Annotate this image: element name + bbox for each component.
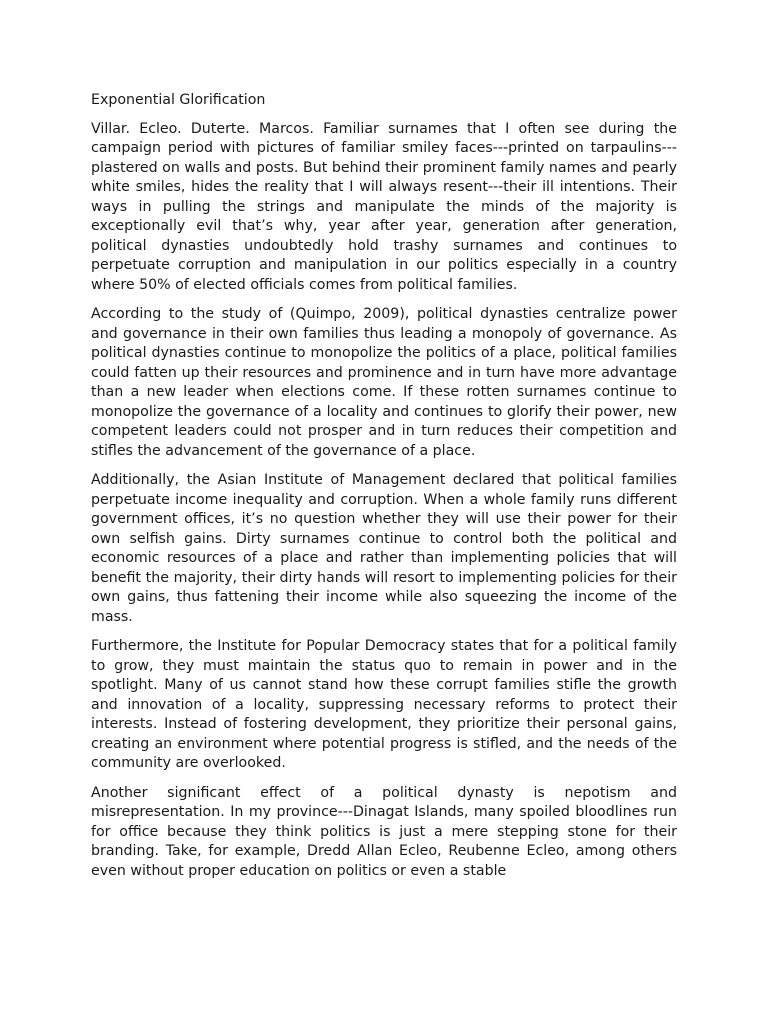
paragraph-2: According to the study of (Quimpo, 2009), political dynasties centralize power and governance in their own families thus leading a monopoly of governance. As political dynasties continue to monopolize the politics of a place, political families could fatten up their resources and prominence and in turn have more advantage than a new leader when elections come. If these rotten surnames continue to monopolize the governance of a locality and continues to glorify their power, new competent leaders could not prosper and in turn reduces their competition and stifles the advancement of the governance of a place. bbox=[91, 306, 677, 459]
paragraph-1: Villar. Ecleo. Duterte. Marcos. Familiar surnames that I often see during the campaign period with pictures of familiar smiley faces---printed on tarpaulins---plastered on walls and posts. But behind their prominent family names and pearly white smiles, hides the reality that I will always resent---their ill intentions. Their ways in pulling the strings and manipulate the minds of the majority is exceptionally evil that’s why, year after year, generation after generation, political dynasties undoubtedly hold trashy surnames and continues to perpetuate corruption and manipulation in our politics especially in a country where 50% of elected officials comes from political families. bbox=[91, 120, 677, 293]
document-body bbox=[91, 91, 677, 891]
document-title: Exponential Glorification bbox=[91, 92, 266, 108]
paragraph-5: Another significant effect of a political dynasty is nepotism and misrepresentation. In my province---Dinagat Islands, many spoiled bloodlines run for office because they think politics is just a mere stepping stone for their branding. Take, for example, Dredd Allan Ecleo, Reubenne Ecleo, among others even without proper education on politics or even a stable bbox=[91, 784, 677, 879]
paragraph-3: Additionally, the Asian Institute of Management declared that political families perpetuate income inequality and corruption. When a whole family runs different government offices, it’s no question whether they will use their power for their own selfish gains. Dirty surnames continue to control both the political and economic resources of a place and rather than implementing policies that will benefit the majority, their dirty hands will resort to implementing policies for their own gains, thus fattening their income while also squeezing the income of the mass. bbox=[91, 472, 677, 625]
paragraph-4: Furthermore, the Institute for Popular Democracy states that for a political family to grow, they must maintain the status quo to remain in power and in the spotlight. Many of us cannot stand how these corrupt families stifle the growth and innovation of a locality, suppressing necessary reforms to protect their interests. Instead of fostering development, they prioritize their personal gains, creating an environment where potential progress is stifled, and the needs of the community are overlooked. bbox=[91, 638, 677, 771]
